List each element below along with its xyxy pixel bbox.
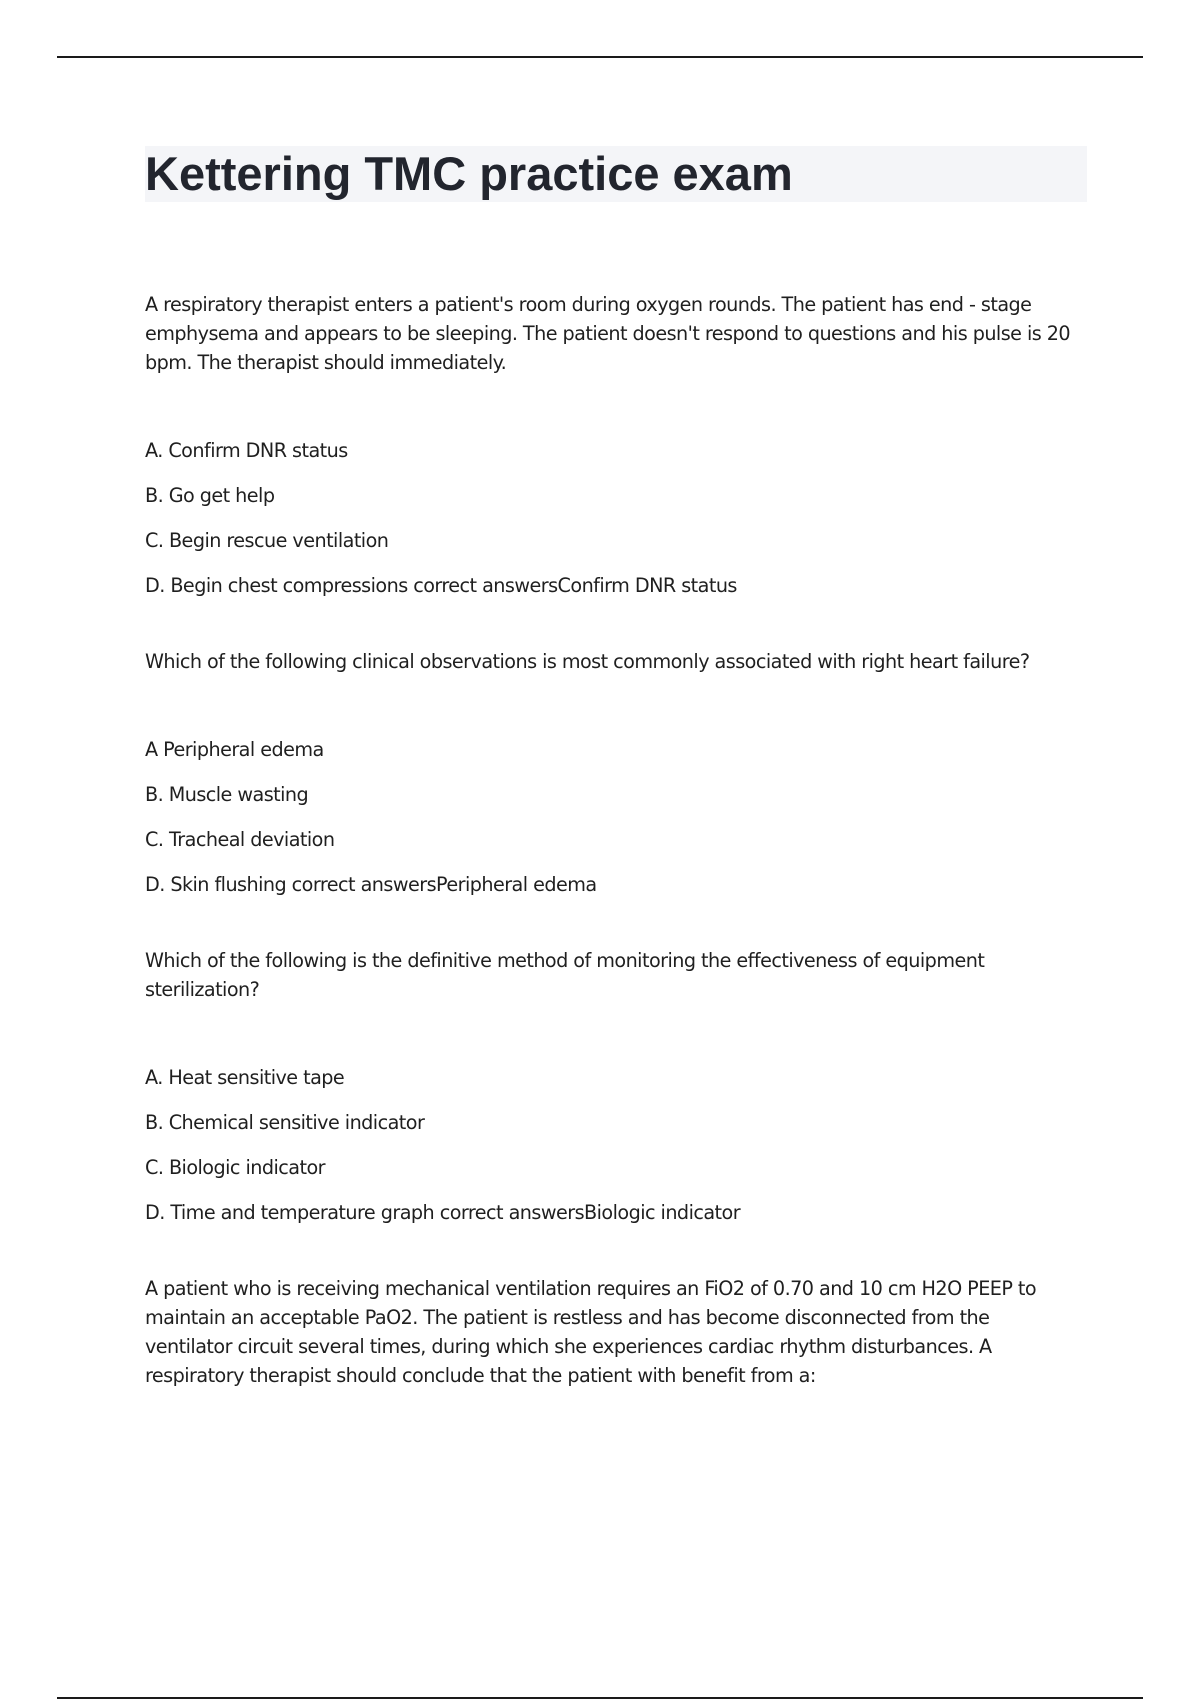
option-d: D. Begin chest compressions correct answersConfirm DNR status	[145, 574, 737, 597]
question-4	[145, 1274, 1075, 1390]
top-rule	[57, 56, 1143, 58]
option-b: B. Go get help	[145, 484, 275, 507]
option-a: A. Heat sensitive tape	[145, 1066, 345, 1089]
question-text: A respiratory therapist enters a patient's room during oxygen rounds. The patient has end - stage emphysema and appears to be sleeping. The patient doesn't respond to questions and his pulse is 20 bpm. The therapist should immediately.	[145, 293, 1071, 374]
option-d: D. Skin flushing correct answersPeripheral edema	[145, 873, 597, 896]
page-title: Kettering TMC practice exam	[145, 147, 793, 200]
question-text: A patient who is receiving mechanical ventilation requires an FiO2 of 0.70 and 10 cm H2O PEEP to maintain an acceptable PaO2. The patient is restless and has become disconnected from the ventilator circuit several times, during which she experiences cardiac rhythm disturbances. A respiratory therapist should conclude that the patient with benefit from a:	[145, 1277, 1037, 1387]
question-2	[145, 647, 1075, 899]
option-c: C. Begin rescue ventilation	[145, 529, 389, 552]
question-text: Which of the following clinical observations is most commonly associated with right heart failure?	[145, 650, 1030, 673]
option-b: B. Chemical sensitive indicator	[145, 1111, 425, 1134]
option-a: A Peripheral edema	[145, 738, 324, 761]
bottom-rule	[57, 1697, 1143, 1699]
option-b: B. Muscle wasting	[145, 783, 309, 806]
question-text: Which of the following is the definitive method of monitoring the effectiveness of equipment sterilization?	[145, 949, 985, 1001]
option-d: D. Time and temperature graph correct answersBiologic indicator	[145, 1201, 741, 1224]
answer-options	[145, 1063, 1075, 1227]
answer-options	[145, 436, 1075, 600]
question-3	[145, 946, 1075, 1227]
option-a: A. Confirm DNR status	[145, 439, 348, 462]
option-c: C. Tracheal deviation	[145, 828, 335, 851]
question-1	[145, 290, 1075, 600]
question-list	[145, 290, 1075, 1437]
option-c: C. Biologic indicator	[145, 1156, 325, 1179]
answer-options	[145, 735, 1075, 899]
